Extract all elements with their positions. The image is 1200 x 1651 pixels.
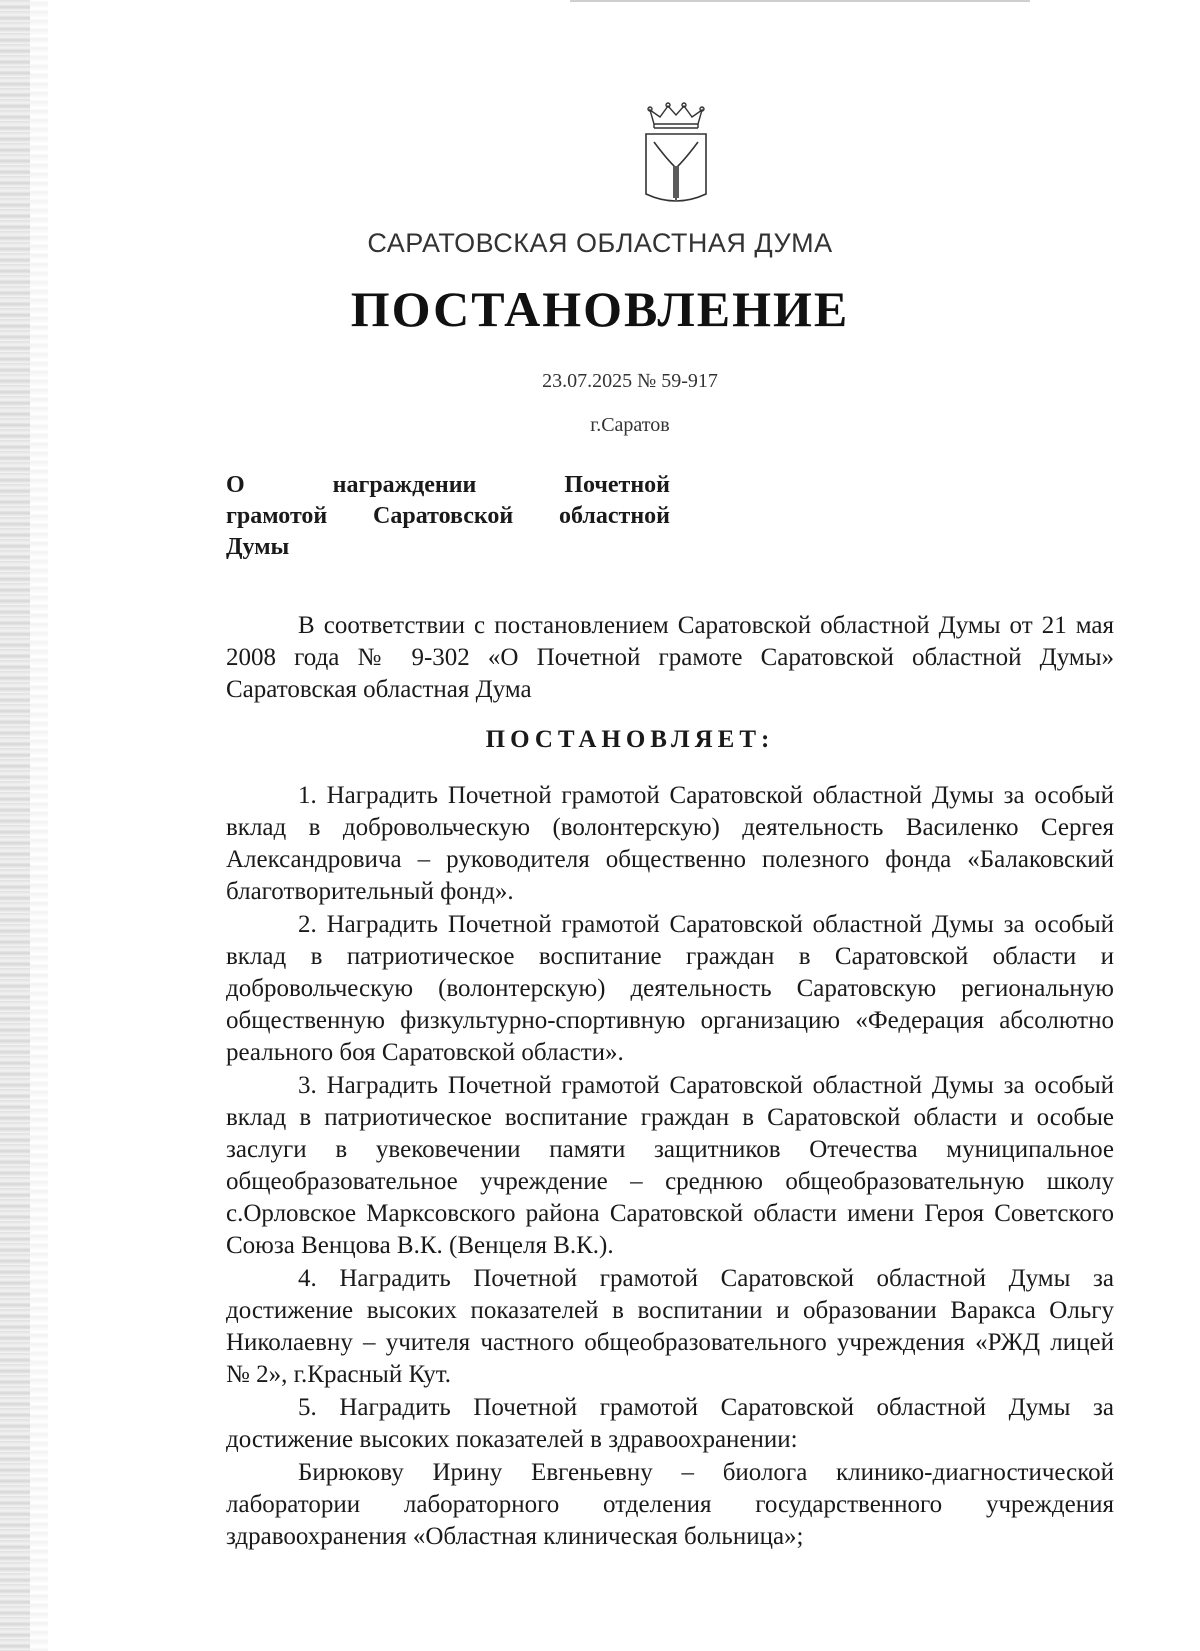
resolves-heading: ПОСТАНОВЛЯЕТ:	[485, 726, 775, 753]
resolution-item: 4. Наградить Почетной грамотой Саратовской областной Думы за достижение высоких показателей в воспитании и образовании Варакса Ольгу Николаевну – учителя частного общеобразовательного учреждения «РЖД лицей № 2», г.Красный Кут.	[226, 1265, 1114, 1388]
document-date-number: 23.07.2025 № 59-917	[542, 370, 718, 392]
preamble-paragraph: В соответствии с постановлением Саратовской областной Думы от 21 мая 2008 года № 9-302 «О Почетной грамоте Саратовской областной Думы» Саратовская областная Дума	[226, 612, 1114, 703]
subject-word: награждении	[332, 472, 477, 498]
subject-word: областной	[559, 503, 670, 529]
subject-word: грамотой	[226, 503, 328, 529]
council-name: САРАТОВСКАЯ ОБЛАСТНАЯ ДУМА	[367, 228, 833, 258]
resolution-item: 2. Наградить Почетной грамотой Саратовской областной Думы за особый вклад в патриотическое воспитание граждан в Саратовской области и добровольческую (волонтерскую) деятельность Саратовскую региональную общественную физкультурно-спортивную организацию «Федерация абсолютно реального боя Саратовской области».	[226, 911, 1114, 1066]
document-type: ПОСТАНОВЛЕНИЕ	[350, 281, 850, 337]
subject-line-2	[226, 501, 670, 532]
resolution-item: Бирюкову Ирину Евгеньевну – биолога клинико-диагностической лаборатории лабораторного отделения государственного учреждения здравоохранения «Областная клиническая больница»;	[226, 1459, 1114, 1550]
subject-word: Саратовской	[373, 503, 514, 529]
resolution-item: 1. Наградить Почетной грамотой Саратовской областной Думы за особый вклад в добровольческую (волонтерскую) деятельность Василенко Сергея Александровича – руководителя общественно полезного фонда «Балаковский благотворительный фонд».	[226, 782, 1114, 905]
resolution-item: 5. Наградить Почетной грамотой Саратовской областной Думы за достижение высоких показателей в здравоохранении:	[226, 1394, 1114, 1453]
document-place: г.Саратов	[590, 414, 670, 436]
scan-top-line	[570, 0, 1030, 2]
resolution-items	[226, 780, 1114, 1553]
document-subject	[226, 470, 670, 563]
subject-word: Почетной	[564, 472, 670, 498]
resolution-item: 3. Наградить Почетной грамотой Саратовской областной Думы за особый вклад в патриотическое воспитание граждан в Саратовской области и особые заслуги в увековечении памяти защитников Отечества муниципальное общеобразовательное учреждение – среднюю общеобразовательную школу с.Орловское Марксовского района Саратовской области имени Героя Советского Союза Венцова В.К. (Венцеля В.К.).	[226, 1072, 1114, 1259]
subject-word: О	[226, 472, 245, 498]
subject-line-3: Думы	[226, 534, 290, 560]
coat-of-arms-icon	[640, 102, 712, 210]
subject-line-1	[226, 470, 670, 501]
